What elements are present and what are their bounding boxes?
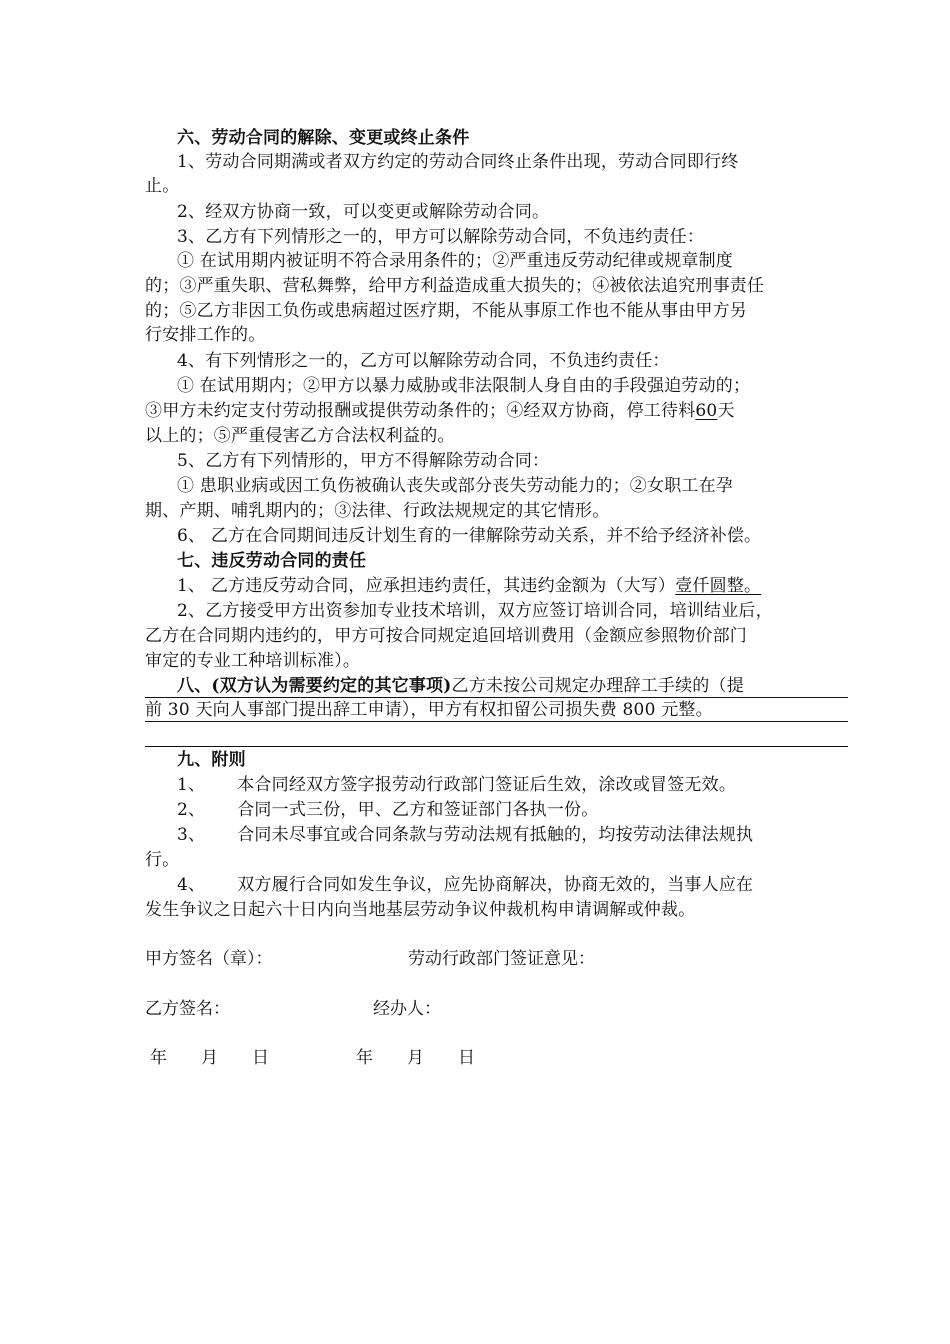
sec6-p3-items-line2: 的；③严重失职、营私舞弊，给甲方利益造成重大损失的；④被依法追究刑事责任	[145, 276, 765, 296]
sec9-item-3-number: 3、	[177, 825, 206, 845]
sec9-item-2-number: 2、	[177, 800, 206, 820]
days-unit: 天	[717, 401, 735, 421]
sec9-item-4-number: 4、	[177, 875, 206, 895]
labor-dept-opinion-label: 劳动行政部门签证意见：	[408, 949, 595, 969]
penalty-amount: 壹仟圆整。	[675, 576, 762, 596]
sec6-p4-items-line3: 以上的；⑤严重侵害乙方合法权利益的。	[145, 426, 455, 446]
sec6-p2: 2、经双方协商一致，可以变更或解除劳动合同。	[177, 202, 550, 222]
sec6-p5: 5、乙方有下列情形的，甲方不得解除劳动合同：	[177, 451, 550, 471]
sec6-p1-line1: 1、劳动合同期满或者双方约定的劳动合同终止条件出现，劳动合同即行终	[177, 152, 739, 172]
sec9-item-3-text: 合同未尽事宜或合同条款与劳动法规有抵触的，均按劳动法律法规执	[237, 825, 754, 845]
sec6-p5-items-line2: 期、产期、哺乳期内的；③法律、行政法规规定的其它情形。	[145, 501, 610, 521]
sec7-p2-line2: 乙方在合同期内违约的，甲方可按合同规定追回培训费用（金额应参照物价部门	[145, 626, 747, 646]
sec9-item-1-number: 1、	[177, 775, 206, 795]
sec6-p6: 6、 乙方在合同期间违反计划生育的一律解除劳动关系，并不给予经济补偿。	[177, 526, 762, 546]
sec8-underline-3	[145, 746, 848, 747]
sec9-item-3	[177, 823, 850, 847]
party-a-signature-label: 甲方签名（章）：	[145, 949, 273, 969]
party-b-signature-label: 乙方签名：	[145, 999, 230, 1019]
sec6-p3: 3、乙方有下列情形之一的，甲方可以解除劳动合同，不负违约责任：	[177, 227, 705, 247]
section-7-title: 七、违反劳动合同的责任	[177, 551, 367, 571]
sec6-p3-items-line3: 的；⑤乙方非因工负伤或患病超过医疗期，不能从事原工作也不能从事由甲方另	[145, 301, 747, 321]
date-right: 年 月 日	[356, 1048, 475, 1068]
sec9-item-2-text: 合同一式三份，甲、乙方和签证部门各执一份。	[237, 800, 599, 820]
sec6-p4-items-line1: ① 在试用期内；②甲方以暴力威胁或非法限制人身自由的手段强迫劳动的；	[177, 376, 751, 396]
sec7-p2-line1: 2、乙方接受甲方出资参加专业技术培训，双方应签订培训合同，培训结业后，	[177, 601, 773, 621]
section-8-title: 八、(双方认为需要约定的其它事项)	[177, 676, 452, 696]
handler-label: 经办人：	[373, 999, 441, 1019]
sec9-item-4-text: 双方履行合同如发生争议，应先协商解决，协商无效的，当事人应在	[237, 875, 754, 895]
section-9-title: 九、附则	[177, 750, 246, 770]
section-6-title: 六、劳动合同的解除、变更或终止条件	[177, 128, 470, 148]
sec9-item-4	[177, 873, 850, 897]
sec9-item-2	[177, 798, 850, 822]
sec8-underline-2	[145, 721, 848, 722]
sec6-p3-items-line4: 行安排工作的。	[145, 325, 266, 345]
sec9-item-4-line2: 发生争议之日起六十日内向当地基层劳动争议仲裁机构申请调解或仲裁。	[145, 900, 696, 920]
sec9-item-3-line2: 行。	[145, 850, 180, 870]
sec7-p1-text: 1、 乙方违反劳动合同，应承担违约责任，其违约金额为（大写）	[177, 576, 676, 596]
sec9-item-1-text: 本合同经双方签字报劳动行政部门签证后生效，涂改或冒签无效。	[237, 775, 737, 795]
sec6-p4-items-line2	[145, 399, 850, 423]
sec9-item-1	[177, 773, 850, 797]
sec6-p5-items-line1: ① 患职业病或因工负伤被确认丧失或部分丧失劳动能力的；②女职工在孕	[177, 476, 734, 496]
sec6-p4: 4、有下列情形之一的，乙方可以解除劳动合同，不负违约责任：	[177, 351, 670, 371]
sec6-p3-items-line1: ① 在试用期内被证明不符合录用条件的；②严重违反劳动纪律或规章制度	[177, 251, 734, 271]
stoppage-days-value: 60	[695, 401, 718, 421]
sec8-line1	[177, 674, 850, 698]
date-left: 年 月 日	[150, 1048, 269, 1068]
sec8-text-line2: 前 30 天向人事部门提出辞工申请），甲方有权扣留公司损失费 800 元整。	[145, 700, 713, 720]
sec8-text-line1: 乙方未按公司规定办理辞工手续的（提	[451, 676, 744, 696]
sec7-p2-line3: 审定的专业工种培训标准）。	[145, 651, 361, 671]
sec6-p4-items-line2-text: ③甲方未约定支付劳动报酬或提供劳动条件的；④经双方协商，停工待料	[145, 401, 696, 421]
sec7-p1	[177, 574, 850, 598]
sec6-p1-line2: 止。	[145, 176, 180, 196]
